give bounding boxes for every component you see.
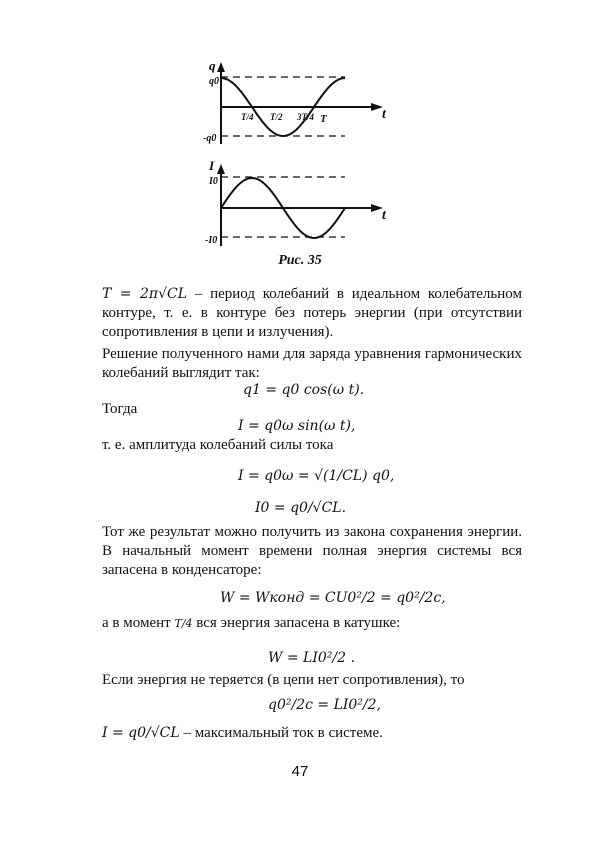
oscillation-figure: [195, 58, 405, 273]
page-number: 47: [291, 763, 309, 780]
graphs-svg: [195, 58, 405, 253]
period-text: – период колебаний в идеальном колебательном контуре, т. е. в контуре без потерь энергии (при отсутствии сопротивления в цепи и излучения).: [102, 286, 522, 340]
i-axis-label: I: [209, 158, 215, 173]
equation-equality: q0²/2c = LI0²/2,: [268, 697, 381, 713]
paragraph-max-current: [102, 724, 383, 743]
t-period-label: T: [320, 113, 327, 125]
charge-graph: [203, 58, 387, 144]
t-half-label: T/2: [270, 112, 283, 122]
paragraph-no-loss: Если энергия не теряется (в цепи нет сопротивления), то: [102, 672, 465, 688]
q0-label: q0: [209, 76, 219, 87]
i-axis-arrow: [217, 164, 225, 174]
figure-caption: Рис. 35: [278, 253, 322, 268]
current-graph: [205, 158, 387, 246]
equation-current: I = q0ω sin(ω t),: [238, 418, 356, 434]
moment-text-a: а в момент: [102, 615, 175, 631]
paragraph-energy: Тот же результат можно получить из закона сохранения энергии. В начальный момент времени полная энергия системы вся запасена в конденсаторе:: [102, 524, 522, 578]
moment-fraction: T/4: [174, 617, 193, 630]
equation-charge: q1 = q0 cos(ω t).: [243, 382, 365, 398]
max-current-text: – максимальный ток в системе.: [179, 725, 383, 741]
equation-i0: I0 = q0/√CL.: [255, 500, 347, 516]
q-axis-arrow: [217, 62, 225, 72]
t-label-top: t: [382, 107, 386, 122]
equation-energy-coil: W = LI0²/2 .: [268, 650, 355, 666]
max-current-formula: I = q0/√CL: [102, 725, 180, 741]
equation-amplitude: I = q0ω = √(1/CL) q0,: [238, 468, 395, 484]
paragraph-moment: [102, 614, 400, 633]
paragraph-period: [102, 285, 522, 342]
moment-text-b: вся энергия запасена в катушке:: [192, 615, 401, 631]
t-quarter-label: T/4: [241, 112, 254, 122]
q-axis-label: q: [209, 58, 216, 73]
paragraph-amplitude: т. е. амплитуда колебаний силы тока: [102, 437, 334, 453]
period-formula: T = 2π√CL: [102, 286, 188, 302]
i0-label: I0: [209, 176, 218, 187]
paragraph-solution: Решение полученного нами для заряда уравнения гармонических колебаний выглядит так:: [102, 346, 522, 381]
paragraph-then: Тогда: [102, 401, 138, 417]
neg-q0-label: -q0: [203, 133, 217, 144]
t-label-bottom: t: [382, 208, 386, 223]
equation-energy-capacitor: W = Wконд = CU0²/2 = q0²/2c,: [220, 590, 446, 606]
neg-i0-label: -I0: [205, 235, 218, 246]
t-three-quarter-label: 3T/4: [297, 112, 314, 122]
